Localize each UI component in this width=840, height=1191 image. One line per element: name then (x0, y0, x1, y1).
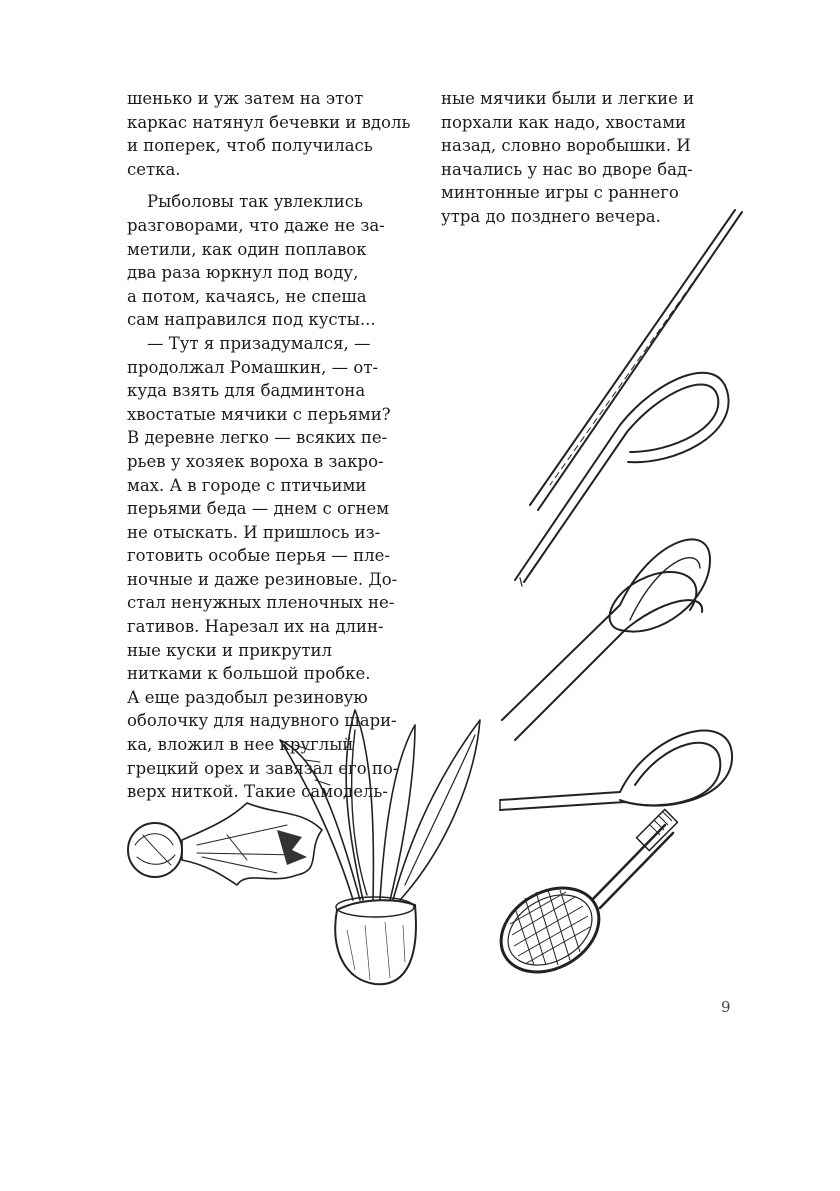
text-line: минтонные игры с раннего (441, 183, 679, 203)
text-line: сам направился под кусты... (127, 310, 376, 330)
paragraph-continued (127, 87, 423, 181)
text-line: назад, словно воробышки. И (441, 136, 691, 156)
text-line: два раза юркнул под воду, (127, 263, 359, 283)
text-line: разговорами, что даже не за- (127, 215, 385, 235)
text-line: рьев у хозяек вороха в закро- (127, 451, 384, 471)
text-line: грецкий орех и завязал его по- (127, 758, 399, 778)
text-line: утра до позднего вечера. (441, 206, 661, 226)
finished-racket-drawing (486, 809, 678, 988)
text-line: нитками к большой пробке. (127, 664, 371, 684)
text-line: порхали как надо, хвостами (441, 112, 687, 132)
text-line: а потом, качаясь, не спеша (127, 286, 367, 306)
text-line: перьями беда — днем с огнем (127, 499, 390, 519)
feather-shuttlecock-illustration (275, 700, 490, 990)
text-line: и поперек, чтоб получилась (127, 136, 373, 156)
text-line: стал ненужных пленочных не- (127, 593, 395, 613)
text-line: сетка. (127, 159, 181, 179)
text-line: мах. А в городе с птичьими (127, 475, 367, 495)
page-number: 9 (721, 998, 731, 1016)
text-line: готовить особые перья — пле- (127, 546, 390, 566)
text-line: начались у нас во дворе бад- (441, 159, 693, 179)
text-line: ные мячики были и легкие и (441, 89, 695, 108)
text-line: гативов. Нарезал их на длин- (127, 617, 384, 637)
text-line: хвостатые мячики с перьями? (127, 404, 391, 424)
text-line: ночные и даже резиновые. До- (127, 569, 398, 589)
text-line: ные куски и прикрутил (127, 640, 332, 660)
text-line: каркас натянул бечевки и вдоль (127, 112, 411, 132)
text-line: — Тут я призадумался, — (147, 333, 371, 353)
text-line: Рыболовы так увлеклись (147, 192, 363, 212)
text-line: В деревне легко — всяких пе- (127, 428, 388, 448)
text-line: шенько и уж затем на этот (127, 89, 364, 108)
racket-frame-drawing (500, 731, 732, 810)
text-line: верх ниткой. Такие самодель- (127, 782, 388, 802)
text-line: куда взять для бадминтона (127, 381, 366, 401)
left-text-column (127, 87, 423, 804)
wooden-rod-drawing (530, 210, 742, 510)
text-line: А еще раздобыл резиновую (127, 687, 368, 707)
text-line: не отыскать. И пришлось из- (127, 522, 381, 542)
text-line: метили, как один поплавок (127, 239, 367, 259)
text-line: оболочку для надувного шари- (127, 711, 397, 731)
racket-stages-illustration (480, 200, 760, 1000)
paragraph-fishermen (127, 190, 423, 332)
text-line: продолжал Ромашкин, — от- (127, 357, 379, 377)
text-line: ка, вложил в нее круглый (127, 735, 354, 755)
